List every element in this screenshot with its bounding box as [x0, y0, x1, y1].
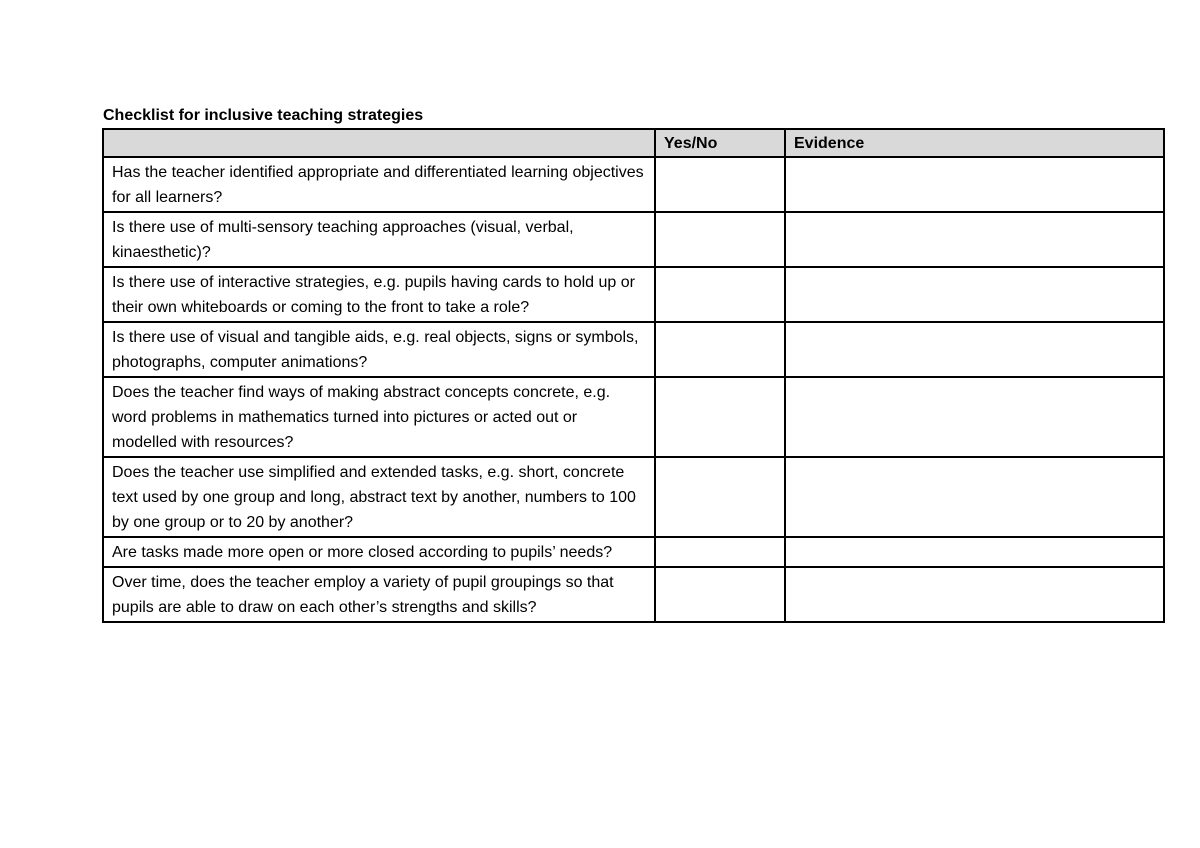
table-header — [103, 129, 1164, 157]
yes-no-cell[interactable] — [655, 157, 785, 212]
yes-no-cell[interactable] — [655, 567, 785, 622]
yes-no-cell[interactable] — [655, 212, 785, 267]
yes-no-cell[interactable] — [655, 322, 785, 377]
evidence-cell[interactable] — [785, 212, 1164, 267]
table-row — [103, 157, 1164, 212]
header-evidence: Evidence — [785, 129, 1164, 157]
table-row — [103, 267, 1164, 322]
table-row — [103, 537, 1164, 567]
evidence-cell[interactable] — [785, 267, 1164, 322]
header-row — [103, 129, 1164, 157]
table-row — [103, 322, 1164, 377]
evidence-cell[interactable] — [785, 377, 1164, 457]
yes-no-cell[interactable] — [655, 457, 785, 537]
document-title: Checklist for inclusive teaching strategies — [103, 107, 424, 124]
question-cell: Is there use of visual and tangible aids, e.g. real objects, signs or symbols, photographs, computer animations? — [103, 322, 655, 377]
question-cell: Over time, does the teacher employ a variety of pupil groupings so that pupils are able to draw on each other’s strengths and skills? — [103, 567, 655, 622]
evidence-cell[interactable] — [785, 322, 1164, 377]
evidence-cell[interactable] — [785, 537, 1164, 567]
header-question — [103, 129, 655, 157]
question-cell: Are tasks made more open or more closed according to pupils’ needs? — [103, 537, 655, 567]
table-row — [103, 567, 1164, 622]
table-row — [103, 377, 1164, 457]
question-cell: Does the teacher use simplified and extended tasks, e.g. short, concrete text used by one group and long, abstract text by another, numbers to 100 by one group or to 20 by another? — [103, 457, 655, 537]
evidence-cell[interactable] — [785, 457, 1164, 537]
table-body — [103, 157, 1164, 622]
yes-no-cell[interactable] — [655, 267, 785, 322]
question-cell: Is there use of interactive strategies, e.g. pupils having cards to hold up or their own whiteboards or coming to the front to take a role? — [103, 267, 655, 322]
evidence-cell[interactable] — [785, 157, 1164, 212]
question-cell: Has the teacher identified appropriate and differentiated learning objectives for all learners? — [103, 157, 655, 212]
checklist-table — [102, 128, 1165, 623]
table-row — [103, 457, 1164, 537]
yes-no-cell[interactable] — [655, 537, 785, 567]
header-yes-no: Yes/No — [655, 129, 785, 157]
question-cell: Is there use of multi-sensory teaching approaches (visual, verbal, kinaesthetic)? — [103, 212, 655, 267]
yes-no-cell[interactable] — [655, 377, 785, 457]
evidence-cell[interactable] — [785, 567, 1164, 622]
question-cell: Does the teacher find ways of making abstract concepts concrete, e.g. word problems in mathematics turned into pictures or acted out or modelled with resources? — [103, 377, 655, 457]
table-row — [103, 212, 1164, 267]
